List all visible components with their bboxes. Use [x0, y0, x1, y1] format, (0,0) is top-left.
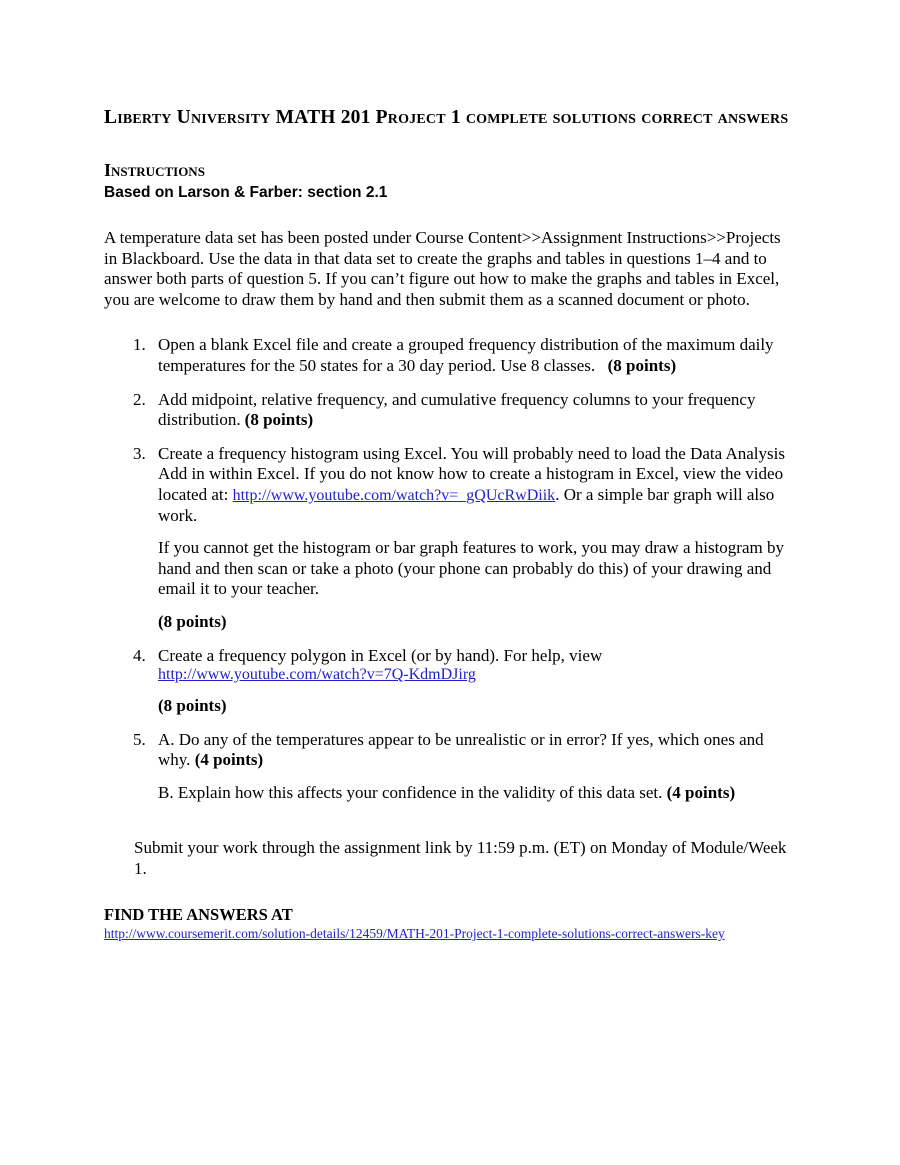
- find-answers-block: [104, 905, 794, 943]
- question-1-points: (8 points): [607, 355, 677, 375]
- question-1-text: Open a blank Excel file and create a grouped frequency distribution of the maximum daily temperatures for the 50 states for a 30 day period. Use 8 classes.: [158, 335, 774, 375]
- question-3-text-before-link: Create a frequency histogram using Excel. You will probably need to load the Data Analysis Add in within Excel. If you do not know how to create a histogram in Excel, view the video located at:: [158, 443, 785, 504]
- questions-list: [104, 335, 794, 803]
- list-item: [104, 444, 794, 633]
- list-marker: 5.: [133, 729, 146, 749]
- list-item: [104, 390, 794, 431]
- question-5-part-b-text: B. Explain how this affects your confidence in the validity of this data set.: [158, 782, 663, 802]
- list-item: [104, 646, 794, 717]
- instructions-heading: Instructions: [104, 160, 205, 180]
- question-5-part-a-points: (4 points): [194, 750, 264, 770]
- question-4-text-before-link: Create a frequency polygon in Excel (or by hand). For help, view: [158, 645, 603, 665]
- list-marker: 3.: [133, 443, 146, 463]
- question-2-points: (8 points): [244, 410, 314, 430]
- find-answers-heading: FIND THE ANSWERS AT: [104, 904, 293, 924]
- youtube-histogram-link[interactable]: http://www.youtube.com/watch?v=_gQUcRwDiik: [232, 486, 556, 504]
- list-item: [104, 730, 794, 804]
- list-marker: 2.: [133, 389, 146, 409]
- question-4-points: (8 points): [158, 696, 227, 716]
- textbook-reference: Based on Larson & Farber: section 2.1: [104, 184, 388, 201]
- list-marker: 1.: [133, 335, 146, 355]
- submission-note: Submit your work through the assignment link by 11:59 p.m. (ET) on Monday of Module/Week 1.: [134, 838, 787, 879]
- coursemerit-answers-link[interactable]: http://www.coursemerit.com/solution-details/12459/MATH-201-Project-1-complete-solutions-correct-answers-key: [104, 925, 725, 941]
- question-3-text-after-link: . Or a simple bar graph will also work.: [158, 484, 775, 525]
- list-item: [104, 335, 794, 376]
- list-marker: 4.: [133, 645, 146, 665]
- question-5-part-b-points: (4 points): [666, 782, 736, 802]
- youtube-polygon-link[interactable]: http://www.youtube.com/watch?v=7Q-KdmDJirg: [158, 666, 476, 684]
- question-5-part-a-text: A. Do any of the temperatures appear to be unrealistic or in error? If yes, which ones and why.: [158, 729, 764, 770]
- intro-paragraph: A temperature data set has been posted under Course Content>>Assignment Instructions>>Projects in Blackboard. Use the data in that data set to create the graphs and tables in questions 1–4 and to answer both parts of question 5. If you can’t figure out how to make the graphs and tables in Excel, you are welcome to draw them by hand and then submit them as a scanned document or photo.: [104, 228, 781, 309]
- document-content: [104, 106, 794, 943]
- question-2-text: Add midpoint, relative frequency, and cumulative frequency columns to your frequency distribution.: [158, 389, 756, 430]
- page-title: Liberty University MATH 201 Project 1 complete solutions correct answers: [104, 107, 789, 128]
- question-3-points: (8 points): [158, 611, 227, 631]
- question-3-sub-paragraph: If you cannot get the histogram or bar graph features to work, you may draw a histogram by hand and then scan or take a photo (your phone can probably do this) of your drawing and email it to your teacher.: [158, 538, 784, 599]
